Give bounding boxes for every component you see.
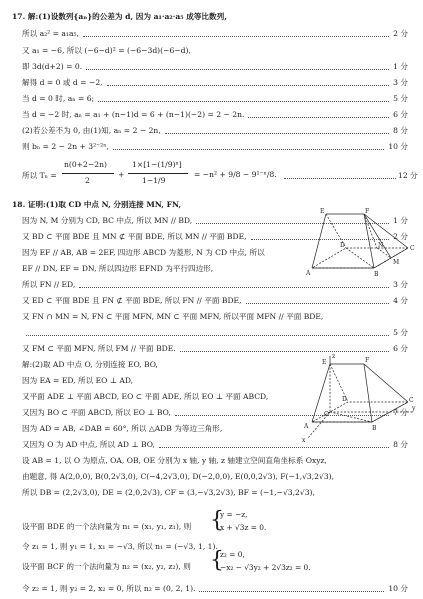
score-label: 4 分 bbox=[393, 296, 408, 305]
fig2-label-c: C bbox=[409, 397, 414, 404]
score-label: 7 分 bbox=[393, 408, 408, 417]
line-text: EF // DN, EF = DN, 所以四边形 EFND 为平行四边形, bbox=[22, 264, 214, 273]
fig2-label-e: E bbox=[322, 359, 327, 366]
score-label: 10 分 bbox=[388, 584, 408, 593]
frac1-num: n(0+2−2n) bbox=[64, 160, 107, 169]
score-label: 5 分 bbox=[393, 94, 408, 103]
line-text: 又 a₁ = −6, 所以 (−6−d)² = (−6−3d)(−6−d), bbox=[22, 46, 191, 55]
answer-line bbox=[0, 92, 423, 105]
answer-line bbox=[0, 582, 423, 595]
fig1-label-b: B bbox=[374, 271, 379, 278]
score-label: 10 分 bbox=[388, 142, 408, 151]
line-text: (2)若公差不为 0, 由(1)知, aₙ = 2 − 2n, bbox=[22, 126, 161, 135]
leader-dots bbox=[165, 133, 389, 134]
fig2-label-b: B bbox=[372, 425, 377, 432]
line-text: 所以 DB = (2,2√3,0), DE = (2,0,2√3), CF = (3,−√3,2√3), BF = (−1,−√3,2√3), bbox=[22, 488, 315, 497]
leader-dots bbox=[159, 447, 389, 448]
line-text: 设 AB = 1, 以 O 为原点, OA, OB, OE 分别为 x 轴, y 轴, z 轴建立空间直角坐标系 Oxyz, bbox=[22, 456, 327, 465]
line-text: 因为 AD = AB, ∠DAB = 60°, 所以 △ADB 为等边三角形, bbox=[22, 424, 223, 433]
score-label: 5 分 bbox=[393, 328, 408, 337]
line-text: 解得 d = 0 或 d = −2, bbox=[22, 78, 103, 87]
leader-dots bbox=[98, 101, 389, 102]
line-text: 令 z₂ = 1, 则 y₂ = 2, x₂ = 0, 所以 n₂ = (0, 2, 1). bbox=[22, 584, 196, 593]
sum-score: 12 分 bbox=[398, 171, 418, 180]
line-text: 又因为 O 为 AD 中点, 所以 AD ⊥ BO, bbox=[22, 440, 155, 449]
answer-line bbox=[0, 294, 423, 307]
answer-line bbox=[0, 27, 423, 40]
leader-dots bbox=[248, 117, 389, 118]
line-text: 即 3d(d+2) = 0. bbox=[22, 62, 83, 71]
figure-solid-2 bbox=[302, 350, 418, 444]
answer-line bbox=[0, 44, 423, 57]
fig1-label-n: N bbox=[378, 242, 384, 249]
sys1-row1: y = −z, bbox=[220, 510, 248, 519]
leader-dots bbox=[107, 85, 389, 86]
score-label: 1 分 bbox=[393, 62, 408, 71]
fig2-label-a: A bbox=[304, 423, 309, 430]
line-text: 又 FN ∩ MN = N, FN ⊂ 平面 MFN, MN ⊂ 平面 MFN, 所以平面 MFN // 平面 BDE, bbox=[22, 312, 324, 321]
answer-line bbox=[0, 60, 423, 73]
line-text: 设平面 BDE 的一个法向量为 n₁ = (x₁, y₁, z₁), 则 bbox=[22, 522, 192, 531]
score-label: 3 分 bbox=[393, 280, 408, 289]
line-text: 又 ED ⊂ 平面 BDE 且 FN ⊄ 平面 BDE, 所以 FN // 平面 BDE, bbox=[22, 296, 242, 305]
fig1-label-a: A bbox=[306, 270, 311, 277]
answer-line bbox=[0, 124, 423, 137]
fig1-label-f: F bbox=[365, 208, 370, 215]
fig1-label-c: C bbox=[410, 245, 415, 252]
score-label: 3 分 bbox=[393, 78, 408, 87]
answer-line bbox=[0, 108, 423, 121]
line-text: 所以 a₂² = a₁a₅, bbox=[22, 29, 79, 38]
score-label: 6 分 bbox=[393, 110, 408, 119]
answer-line bbox=[0, 140, 423, 153]
line-text: 18. 证明:(1)取 CD 中点 N, 分别连接 MN, FN, bbox=[12, 200, 182, 209]
leader-dots bbox=[79, 287, 389, 288]
line-text: 设平面 BCF 的一个法向量为 n₂ = (x₂, y₂, z₂), 则 bbox=[22, 562, 191, 571]
score-label: 1 分 bbox=[393, 216, 408, 225]
line-text: 当 d = −2 时, aₙ = a₁ + (n−1)d = 6 + (n−1)(−2) = 2 − 2n. bbox=[22, 110, 245, 119]
plus-sign: + bbox=[118, 170, 125, 179]
fig1-label-d: D bbox=[340, 242, 345, 249]
line-text: 又 FM ⊂ 平面 MFN, 所以 FM // 平面 BDE. bbox=[22, 344, 176, 353]
line-text: 又因为 BO ⊂ 平面 ABCD, 所以 EO ⊥ BO, bbox=[22, 408, 171, 417]
line-text: 17. 解:(1)设数列{aₙ}的公差为 d, 因为 a₁·a₂·a₅ 成等比数列, bbox=[12, 12, 227, 21]
score-label: 2 分 bbox=[393, 29, 408, 38]
leader-dots bbox=[26, 335, 389, 336]
line-text: 因为 EF // AB, AB = 2EF, 四边形 ABCD 为菱形, N 为 CD 中点, 所以 bbox=[22, 248, 265, 257]
score-label: 6 分 bbox=[393, 344, 408, 353]
fig1-label-e: E bbox=[320, 208, 325, 215]
leader-dots bbox=[86, 69, 389, 70]
fig2-label-o: O bbox=[324, 411, 329, 418]
line-text: 令 z₁ = 1, 则 y₁ = 1, x₁ = −√3, 所以 n₁ = (−√3, 1, 1). bbox=[22, 542, 218, 551]
answer-line bbox=[0, 10, 423, 23]
leader-dots bbox=[246, 303, 389, 304]
answer-line bbox=[0, 76, 423, 89]
fig2-label-y: y bbox=[412, 405, 416, 412]
answer-line bbox=[0, 454, 423, 467]
line-text: 又平面 ADE ⊥ 平面 ABCD, EO ⊂ 平面 ADE, 所以 EO ⊥ 平面 ABCD, bbox=[22, 392, 269, 401]
fig2-label-z: z bbox=[332, 353, 336, 360]
sum-result: = −n² + 9/8 − 9¹⁻ⁿ/8. bbox=[194, 170, 277, 179]
system-bde: { y = −z, x + √3z = 0. bbox=[210, 508, 267, 533]
line-text: 所以 FN // ED, bbox=[22, 280, 76, 289]
leader-dots bbox=[83, 36, 389, 37]
system-bcf: { z₂ = 0, −x₂ − √3y₂ + 2√3z₂ = 0. bbox=[210, 548, 311, 573]
score-label: 8 分 bbox=[393, 440, 408, 449]
fig2-label-x: x bbox=[302, 437, 306, 444]
frac2-num: 1×[1−(1/9)ⁿ] bbox=[132, 160, 182, 169]
sum-formula bbox=[22, 158, 423, 194]
sys1-row2: x + √3z = 0. bbox=[220, 523, 267, 532]
line-text: 由题意, 得 A(2,0,0), B(0,2√3,0), C(−4,2√3,0), D(−2,0,0), E(0,0,2√3), F(−1,√3,2√3), bbox=[22, 472, 335, 481]
fig2-label-f: F bbox=[365, 357, 370, 364]
answer-line bbox=[0, 470, 423, 483]
score-label: 2 分 bbox=[393, 232, 408, 241]
sys2-row1: z₂ = 0, bbox=[220, 550, 245, 559]
line-text: 又 BD ⊂ 平面 BDE 且 MN ⊄ 平面 BDE, 所以 MN // 平面 BDE, bbox=[22, 232, 247, 241]
frac1-den: 2 bbox=[85, 176, 90, 185]
line-text: 因为 N, M 分别为 CD, BC 中点, 所以 MN // BD, bbox=[22, 216, 193, 225]
line-text: 解:(2)取 AD 中点 O, 分别连接 EO, BO, bbox=[22, 360, 158, 369]
score-label: 8 分 bbox=[393, 126, 408, 135]
fig2-label-d: D bbox=[342, 396, 347, 403]
line-text: 因为 EA = ED, 所以 EO ⊥ AD, bbox=[22, 376, 134, 385]
line-text: 当 d = 0 时, aₙ = 6; bbox=[22, 94, 95, 103]
answer-line bbox=[0, 326, 423, 339]
fig1-label-m: M bbox=[393, 259, 400, 266]
sys2-row2: −x₂ − √3y₂ + 2√3z₂ = 0. bbox=[220, 563, 311, 572]
answer-line bbox=[0, 486, 423, 499]
leader-dots bbox=[113, 149, 384, 150]
sum-prefix: 所以 Tₙ = bbox=[22, 171, 57, 180]
figure-solid-1 bbox=[304, 204, 416, 280]
line-text: 则 bₙ = 2 − 2n + 3²⁻²ⁿ, bbox=[22, 142, 109, 151]
frac2-den: 1−1/9 bbox=[142, 176, 166, 185]
leader-dots bbox=[199, 591, 384, 592]
answer-line bbox=[0, 310, 423, 323]
